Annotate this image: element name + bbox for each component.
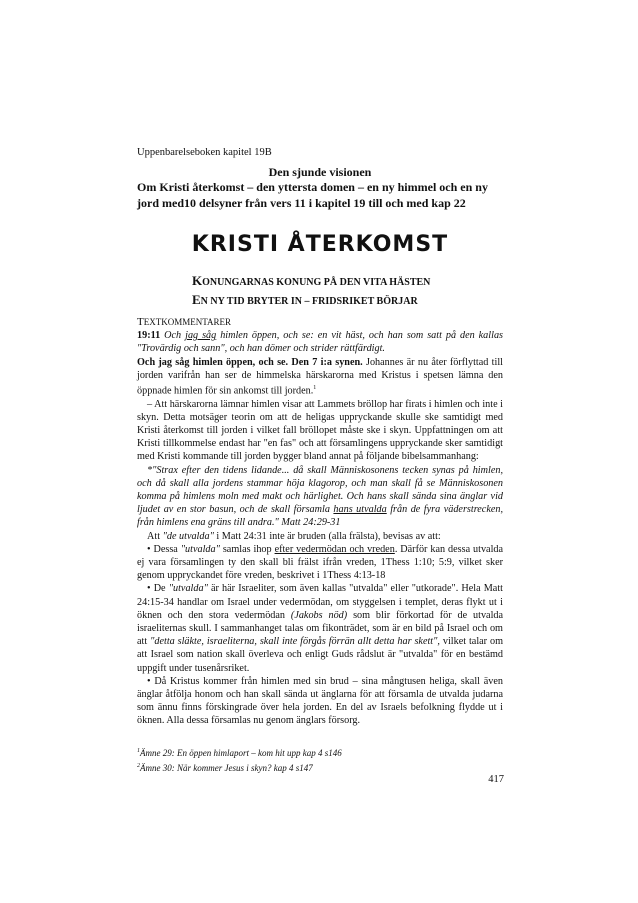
subheading-1-rest: ONUNGARNAS KONUNG PÅ DEN VITA HÄSTEN xyxy=(202,277,431,288)
paragraph-6 xyxy=(137,582,503,674)
paragraph-4-a: Att xyxy=(147,530,161,542)
paragraph-4 xyxy=(137,530,503,543)
paragraph-2: – Att härskarorna lämnar himlen visar att Lammets bröllop har firats i himlen och inte i skyn. Detta motsäger teorin om att de heligas uppryckande skulle ske samtidigt med Kristi återkomst till jorden i vilket fall bröllopet måste ske i skyn. Uppfattningen om att Kristi tillkommelse endast har "en fas" och att församlingens uppryckande sker samtidigt med Kristi kommande till jorden bygger bland annat på följande bibelsammanhang: xyxy=(137,398,503,463)
paragraph-5-ital: "utvalda" xyxy=(180,543,220,555)
subheading-2 xyxy=(192,292,418,308)
verse-word-1: Och xyxy=(164,330,182,342)
paragraph-5-c: . Därför kan dessa utvalda ej vara församlingen ty den skall bli frälst ifrån vreden, 1Thess 1:10; 5:9, vilket sker genom uppryckandet före vreden, beskrivet i 1Thess 4:13-18 xyxy=(137,543,504,582)
section-label-rest: EXTKOMMENTARER xyxy=(143,317,232,327)
verse-ref: 19:11 xyxy=(137,330,161,342)
footnote-2-text: Ämne 30: När kommer Jesus i skyn? kap 4 s147 xyxy=(140,763,313,773)
vision-title: Den sjunde visionen xyxy=(268,165,372,179)
verse-text: himlen öppen, och se: en vit häst, och han som satt på den kallas "Trovärdig och sann", och han dömer och strider rättfärdigt. xyxy=(137,330,503,355)
paragraph-4-b: i Matt 24:31 inte är bruden (alla frälsta), bevisas av att: xyxy=(216,530,441,542)
paragraph-6-ital-2: (Jakobs nöd) xyxy=(290,609,348,621)
footnote-2-marker: 2 xyxy=(137,763,140,769)
footnote-2 xyxy=(137,760,503,775)
verse-underlined: jag såg xyxy=(185,330,217,342)
vision-subtitle: Om Kristi återkomst – den yttersta domen – en ny himmel och en ny jord med10 delsyner från vers 11 i kapitel 19 till och med kap 22 xyxy=(137,180,488,210)
verse-paragraph xyxy=(137,329,503,355)
paragraph-4-ital: "de utvalda" xyxy=(162,530,214,542)
main-title: KRISTI ÅTERKOMST xyxy=(191,232,449,257)
footnote-1-marker: 1 xyxy=(137,748,140,754)
paragraph-5-underlined: efter vedermödan och vreden xyxy=(274,543,395,555)
body-text xyxy=(137,316,503,728)
paragraph-1-text: Johannes är nu åter förflyttad till jorden varifrån han ser de himmelska härskarorna med Kristus i spetsen lämna den öppnade himlen för sin ankomst till jorden. xyxy=(137,356,503,397)
paragraph-1 xyxy=(137,356,503,398)
paragraph-6-c: som blir förkortad för de utvalda israeliternas skull. I sammanhanget talas om fikonträdet, som är en bild på Israel och om att xyxy=(137,609,504,648)
paragraph-5-a: • Dessa xyxy=(147,543,178,555)
paragraph-6-b: är här Israeliter, som även kallas "utvalda" eller "utkorade". Hela Matt 24:15-34 handlar om Israel under vedermödan, om styggelsen i templet, deras flykt ut i öknen och den stora vedermödan xyxy=(137,583,503,621)
paragraph-6-a: • De xyxy=(147,583,166,595)
paragraph-5 xyxy=(137,543,503,583)
quote-part-2: från de fyra väderstrecken, från himlens ena gräns till andra." Matt 24:29-31 xyxy=(137,504,504,529)
page-number: 417 xyxy=(488,774,504,785)
quote-part-1: *"Strax efter den tidens lidande... då skall Människosonens tecken synas på himlen, och då skall alla jordens stammar höja klagorop, och man skall få se Människosonen komma på himlens moln med makt och härlighet. Och hans skall sända sina änglar vid ljudet av en stor basun, och de skall församla xyxy=(137,464,503,516)
paragraph-7: • Då Kristus kommer från himlen med sin brud – sina mångtusen heliga, skall även änglar åtfölja honom och han skall sända ut änglarna för att församla de utvalda judarna som ännu finns förskingrade över hela jorden. En del av Israels befolkning flydde ut i öknen. Alla dessa församlas nu genom änglars försorg. xyxy=(137,675,503,727)
paragraph-5-b: samlas ihop xyxy=(222,543,272,555)
subheading-2-rest: N NY TID BRYTER IN – FRIDSRIKET BÖRJAR xyxy=(200,296,418,307)
paragraph-6-ital-1: "utvalda" xyxy=(168,583,208,595)
paragraph-6-d: vilket talar om att Israel som nation skall överleva och enligt Guds rådslut är "utvalda" för en bestämd uppgift under tusenårsriket. xyxy=(137,636,503,674)
section-label-initial: T xyxy=(137,316,144,328)
footnote-1-text: Ämne 29: En öppen himlaport – kom hit upp kap 4 s146 xyxy=(140,748,342,758)
quote-underlined: hans utvalda xyxy=(333,504,387,516)
paragraph-6-ital-3: "detta släkte, israeliterna, skall inte förgås förrän allt detta har skett", xyxy=(150,636,440,648)
subheading-2-initial: E xyxy=(192,292,201,307)
paragraph-1-bold: Och jag såg himlen öppen, och se. Den 7 i:a synen. xyxy=(137,356,363,368)
section-label xyxy=(137,316,503,329)
subheading-1-initial: K xyxy=(192,273,203,288)
footnotes xyxy=(137,745,503,775)
footnote-1 xyxy=(137,745,503,760)
paragraph-3 xyxy=(137,464,503,530)
running-header: Uppenbarelseboken kapitel 19B xyxy=(137,147,272,158)
footnote-ref-1: 1 xyxy=(313,385,317,392)
subheading-1 xyxy=(192,273,430,289)
